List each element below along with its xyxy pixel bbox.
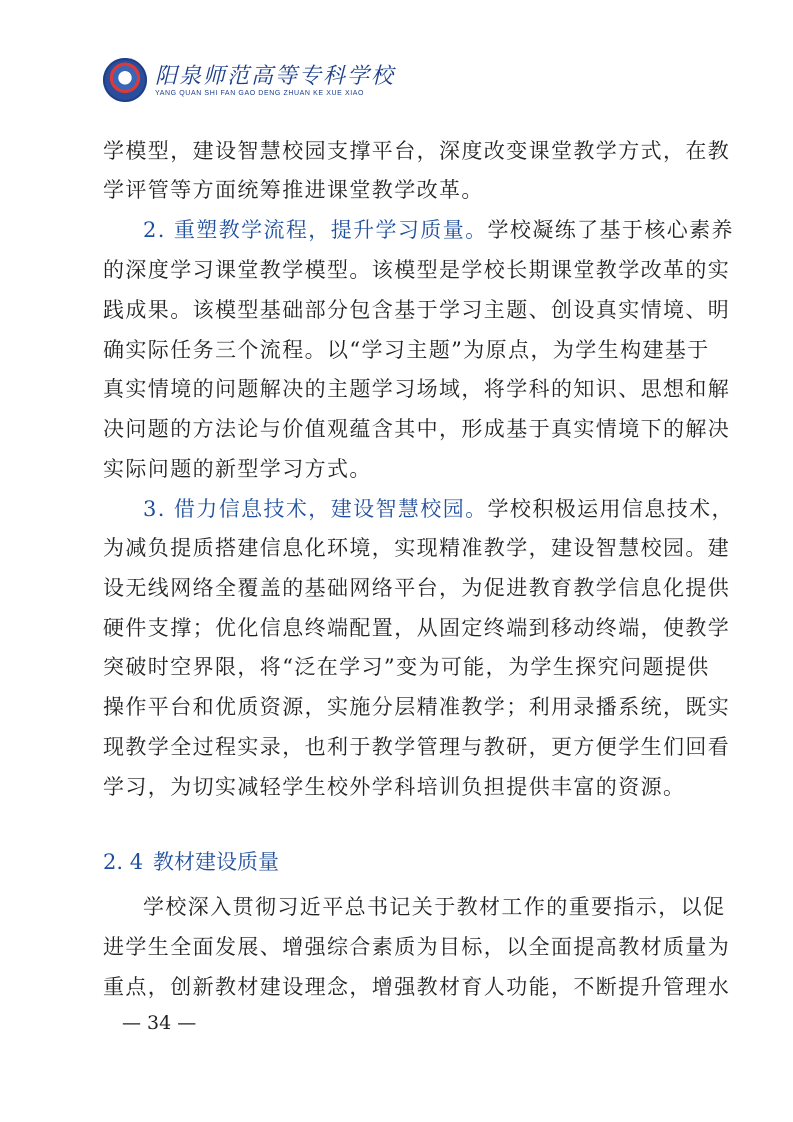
- page-header: [103, 58, 396, 104]
- list-item-3-line: [143, 493, 734, 523]
- paragraph-line: 学习，为切实减轻学生校外学科培训负担提供丰富的资源。: [103, 775, 686, 799]
- paragraph-line: 为减负提质搭建信息化环境，实现精准教学，建设智慧校园。建: [103, 536, 731, 560]
- section-title: 教材建设质量: [153, 850, 279, 874]
- school-name: 阳泉师范高等专科学校: [155, 64, 396, 89]
- section-paragraph-line: 重点，创新教材建设理念，增强教材育人功能，不断提升管理水: [103, 975, 731, 999]
- section-heading: [103, 846, 279, 876]
- paragraph-line: 真实情境的问题解决的主题学习场域，将学科的知识、思想和解: [103, 377, 731, 401]
- paragraph-line: 的深度学习课堂教学模型。该模型是学校长期课堂教学改革的实: [103, 258, 731, 282]
- school-emblem-icon: [103, 58, 147, 102]
- list-item-3-heading: 3. 借力信息技术，建设智慧校园。: [143, 497, 488, 521]
- section-paragraph-line: 进学生全面发展、增强综合素质为目标，以全面提高教材质量为: [103, 935, 731, 959]
- paragraph-line: 践成果。该模型基础部分包含基于学习主题、创设真实情境、明: [103, 298, 731, 322]
- paragraph-line: 学模型，建设智慧校园支撑平台，深度改变课堂教学方式，在教: [103, 139, 731, 163]
- page-number: — 34 —: [122, 1012, 197, 1034]
- section-number: 2. 4: [103, 850, 144, 874]
- paragraph-line: 设无线网络全覆盖的基础网络平台，为促进教育教学信息化提供: [103, 576, 731, 600]
- section-paragraph-line: 学校深入贯彻习近平总书记关于教材工作的重要指示，以促: [143, 895, 726, 919]
- paragraph-line: 决问题的方法论与价值观蕴含其中，形成基于真实情境下的解决: [103, 417, 731, 441]
- paragraph-line: 硬件支撑；优化信息终端配置，从固定终端到移动终端，使教学: [103, 616, 731, 640]
- list-item-2-text: 学校凝练了基于核心素养: [487, 218, 734, 242]
- paragraph-line: 突破时空界限，将“泛在学习”变为可能，为学生探究问题提供: [103, 655, 710, 679]
- paragraph-line: 现教学全过程实录，也利于教学管理与教研，更方便学生们回看: [103, 735, 731, 759]
- paragraph-line: 操作平台和优质资源，实施分层精准教学；利用录播系统，既实: [103, 695, 731, 719]
- school-pinyin: YANG QUAN SHI FAN GAO DENG ZHUAN KE XUE XIAO: [155, 90, 365, 97]
- list-item-2-heading: 2. 重塑教学流程，提升学习质量。: [143, 218, 488, 242]
- paragraph-line: 确实际任务三个流程。以“学习主题”为原点，为学生构建基于: [103, 338, 710, 362]
- list-item-3-text: 学校积极运用信息技术，: [487, 497, 734, 521]
- paragraph-line: 实际问题的新型学习方式。: [103, 457, 372, 481]
- list-item-2-line: [143, 214, 734, 244]
- paragraph-line: 学评管等方面统筹推进课堂教学改革。: [103, 178, 484, 202]
